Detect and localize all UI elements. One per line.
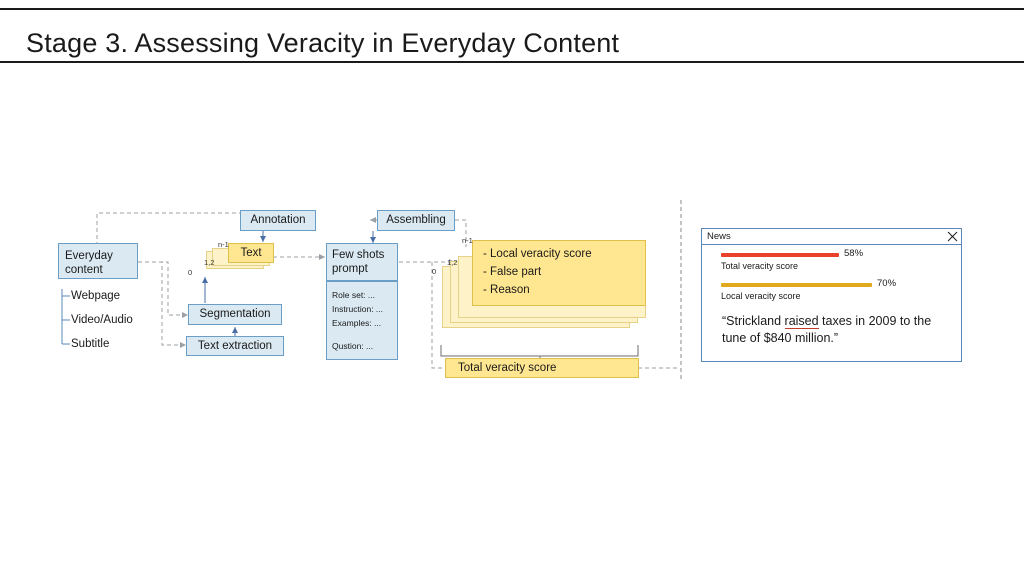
source-item-video-audio[interactable]: Video/Audio [71,314,133,326]
news-window-titlebar [702,229,961,245]
bar-total-veracity-label: Total veracity score [721,261,799,271]
text-stack-index-0: 0 [188,268,193,277]
few-shots-prompt-line1: Few shots [332,249,385,261]
prompt-field-role-set: Role set: ... [332,290,375,300]
bar-total-veracity-percent: 58% [844,248,864,259]
prompt-field-question: Qustion: ... [332,341,374,351]
news-window[interactable] [701,228,962,362]
quote-part-1: “Strickland [722,314,785,328]
text-extraction-node[interactable] [186,336,284,356]
output-stack-index-n-1: n-1 [462,236,473,245]
annotation-label: Annotation [250,214,306,227]
output-item-reason: - Reason [483,284,530,296]
bar-local-veracity-percent: 70% [877,278,897,289]
assembling-label: Assembling [386,214,446,227]
few-shots-prompt-header[interactable] [326,243,398,281]
everyday-content-line2: content [65,264,103,277]
everyday-content-line1: Everyday [65,250,113,262]
text-stack-index-n-1: n-1 [218,240,229,249]
few-shots-prompt-line2: prompt [332,263,368,276]
total-veracity-score-label: Total veracity score [458,362,557,374]
prompt-field-examples: Examples: ... [332,318,382,328]
source-item-subtitle[interactable]: Subtitle [71,338,110,350]
quote-underlined-word: raised [784,314,819,328]
output-item-local-veracity-score: - Local veracity score [483,248,592,260]
segmentation-label: Segmentation [199,308,271,321]
output-item-false-part: - False part [483,266,542,278]
news-quote [722,313,947,347]
segmentation-node[interactable] [188,304,282,325]
text-stack-index-1-2: 1,2 [204,258,215,267]
assembling-node[interactable] [377,210,455,231]
news-window-title: News [707,231,731,242]
output-stack-index-0: 0 [432,267,437,276]
bar-total-veracity [721,253,839,257]
quote-part-2: taxes in 2009 to the tune of $840 million.” [722,314,932,345]
annotation-node[interactable] [240,210,316,231]
total-veracity-score-node[interactable] [445,358,639,378]
text-extraction-label: Text extraction [197,339,273,352]
text-label: Text [240,247,262,259]
output-stack-index-1-2: 1,2 [447,258,458,267]
prompt-field-instruction: Instruction: ... [332,304,384,314]
bar-local-veracity-label: Local veracity score [721,291,801,301]
few-shots-prompt-body[interactable] [326,281,398,360]
output-node[interactable] [472,240,646,306]
bar-local-veracity [721,283,872,287]
page-title: Stage 3. Assessing Veracity in Everyday Content [26,28,620,58]
title-bar [0,8,1024,63]
everyday-content-box[interactable] [58,243,138,279]
source-item-webpage[interactable]: Webpage [71,290,121,302]
close-icon[interactable] [947,231,958,242]
text-node[interactable] [228,243,274,263]
